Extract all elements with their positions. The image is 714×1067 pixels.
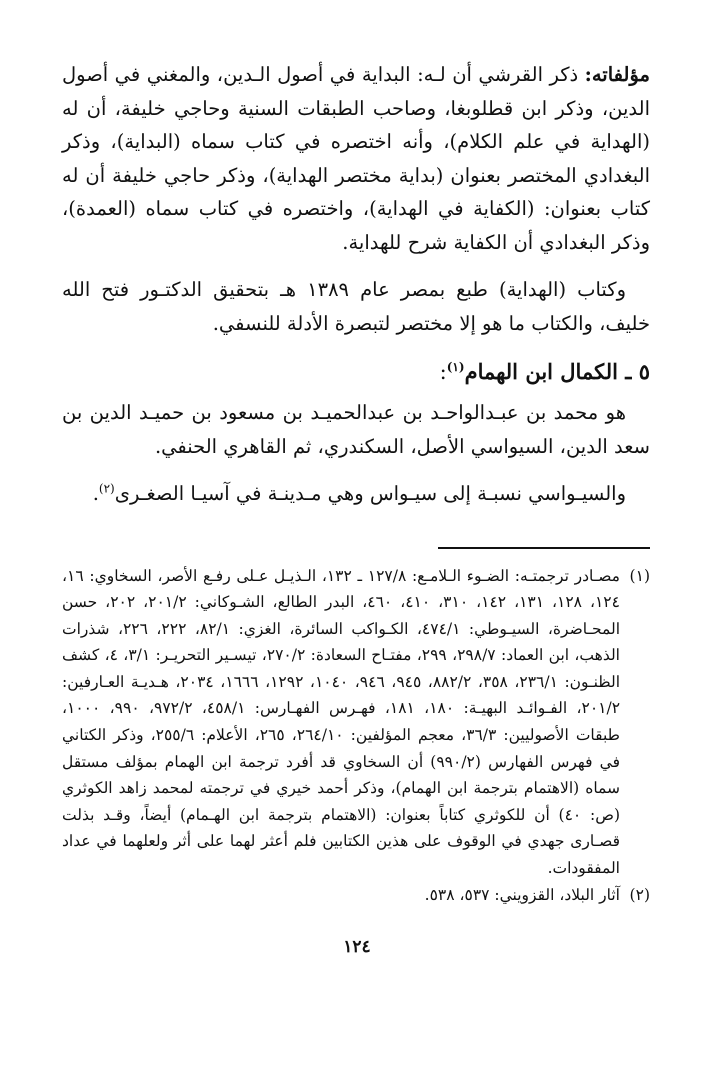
works-text: ذكر القرشي أن لـه: البداية في أصول الـدين، والمغني في أصول الدين، وذكر ابن قطلوبغا، وصاحب الطبقات السنية وحاجي خليفة، أن له (الهداية في علم الكلام)، وأنه اختصره في كتاب سماه (البداية)، وذكر البغدادي المختصر بعنوان (بداية مختصر الهداية)، وذكر حاجي خليفة أن له كتاب بعنوان: (الكفاية في الهداية)، واختصره في كتاب سماه (العمدة)، وذكر البغدادي أن الكفاية شرح للهداية.	[62, 63, 650, 254]
works-lead: مؤلفاته:	[584, 63, 650, 86]
footnote-ref-1: (١)	[446, 360, 465, 374]
footnote-number: (٢)	[629, 885, 650, 904]
footnotes	[62, 563, 650, 909]
footnote-1	[62, 563, 650, 882]
section-number: ٥	[638, 359, 650, 384]
biography-paragraph: هو محمد بن عبـدالواحـد بن عبدالحميـد بن مسعود بن حميـد الدين بن سعد الدين، السيواسي الأصل، السكندري، ثم القاهري الحنفي.	[62, 401, 650, 458]
sivas-paragraph	[62, 477, 650, 511]
sivas-text: والسيـواسي نسبـة إلى سيـواس وهي مـدينـة في آسيـا الصغـرى	[114, 482, 626, 505]
footnote-text: آثار البلاد، القزويني: ٥٣٧، ٥٣٨.	[424, 885, 620, 904]
footnote-number: (١)	[629, 566, 650, 585]
section-heading	[62, 354, 650, 390]
section-separator: ـ	[625, 359, 632, 384]
works-paragraph	[62, 58, 650, 259]
hidaya-print-paragraph: وكتاب (الهداية) طبع بمصر عام ١٣٨٩ هـ بتحقيق الدكتـور فتح الله خليف، والكتاب ما هو إلا مختصر لتبصرة الأدلة للنسفي.	[62, 278, 650, 335]
footnote-separator	[438, 547, 650, 549]
footnote-ref-2: (٢)	[98, 481, 115, 496]
section-colon: :	[439, 360, 447, 384]
book-page	[62, 58, 650, 1037]
section-title: الكمال ابن الهمام	[464, 359, 618, 384]
footnote-2	[62, 882, 650, 909]
sivas-end: .	[92, 482, 99, 505]
footnote-text: مصـادر ترجمتـه: الضـوء الـلامـع: ١٢٧/٨ ـ ١٣٢، الـذيـل عـلى رفـع الأصر، السخاوي: ١٦، ١٢٤، ١٢٨، ١٣١، ١٤٢، ٣١٠، ٤١٠، ٤٦٠، البدر الطالع، الشـوكاني: ٢٠١/٢، ٢٠٢، حسن المحـاضرة، السيـوطي: ٤٧٤/١، الكـواكب السائرة، الغزي: ٨٢/١، ٢٢٢، ٢٢٦، شذرات الذهب، ابن العماد: ٢٩٨/٧، ٢٩٩، مفتـاح السعادة: ٢٧٠/٢، تيسـير التحريـر: ٣/١، ٤، كشف الظنـون: ٢٣٦/١، ٣٥٨، ٨٨٢/٢، ٩٤٥، ٩٤٦، ١٠٤٠، ١٢٩٢، ١٦٦٦، ٢٠٣٤، هـديـة العـارفين: ٢٠١/٢، الفـوائـد البهيـة: ١٨٠، ١٨١، فهـرس الفهـارس: ٤٥٨/١، ٩٧٢/٢، ٩٩٠، ١٠٠٠، طبقات الأصوليين: ٣٦/٣، معجم المؤلفين: ٢٦٤/١٠، ٢٦٥، الأعلام: ٢٥٥/٦، وذكر الكتاني في فهرس الفهارس (٩٩٠/٢) أن السخاوي قد أفرد ترجمة ابن الهمام بمؤلف مستقل سماه (الاهتمام بترجمة ابن الهمام)، وذكر أحمد خيري في ترجمته لمحمد زاهد الكوثري (ص: ٤٠) أن للكوثري كتاباً بعنوان: (الاهتمام بترجمة ابن الهـمام) أيضاً، وقـد بذلت قصـارى جهدي في الوقوف على هذين الكتابين فلم أعثر لهما على أثر ولعلهما في عداد المفقودات.	[62, 566, 621, 878]
page-number: ١٢٤	[343, 937, 371, 957]
